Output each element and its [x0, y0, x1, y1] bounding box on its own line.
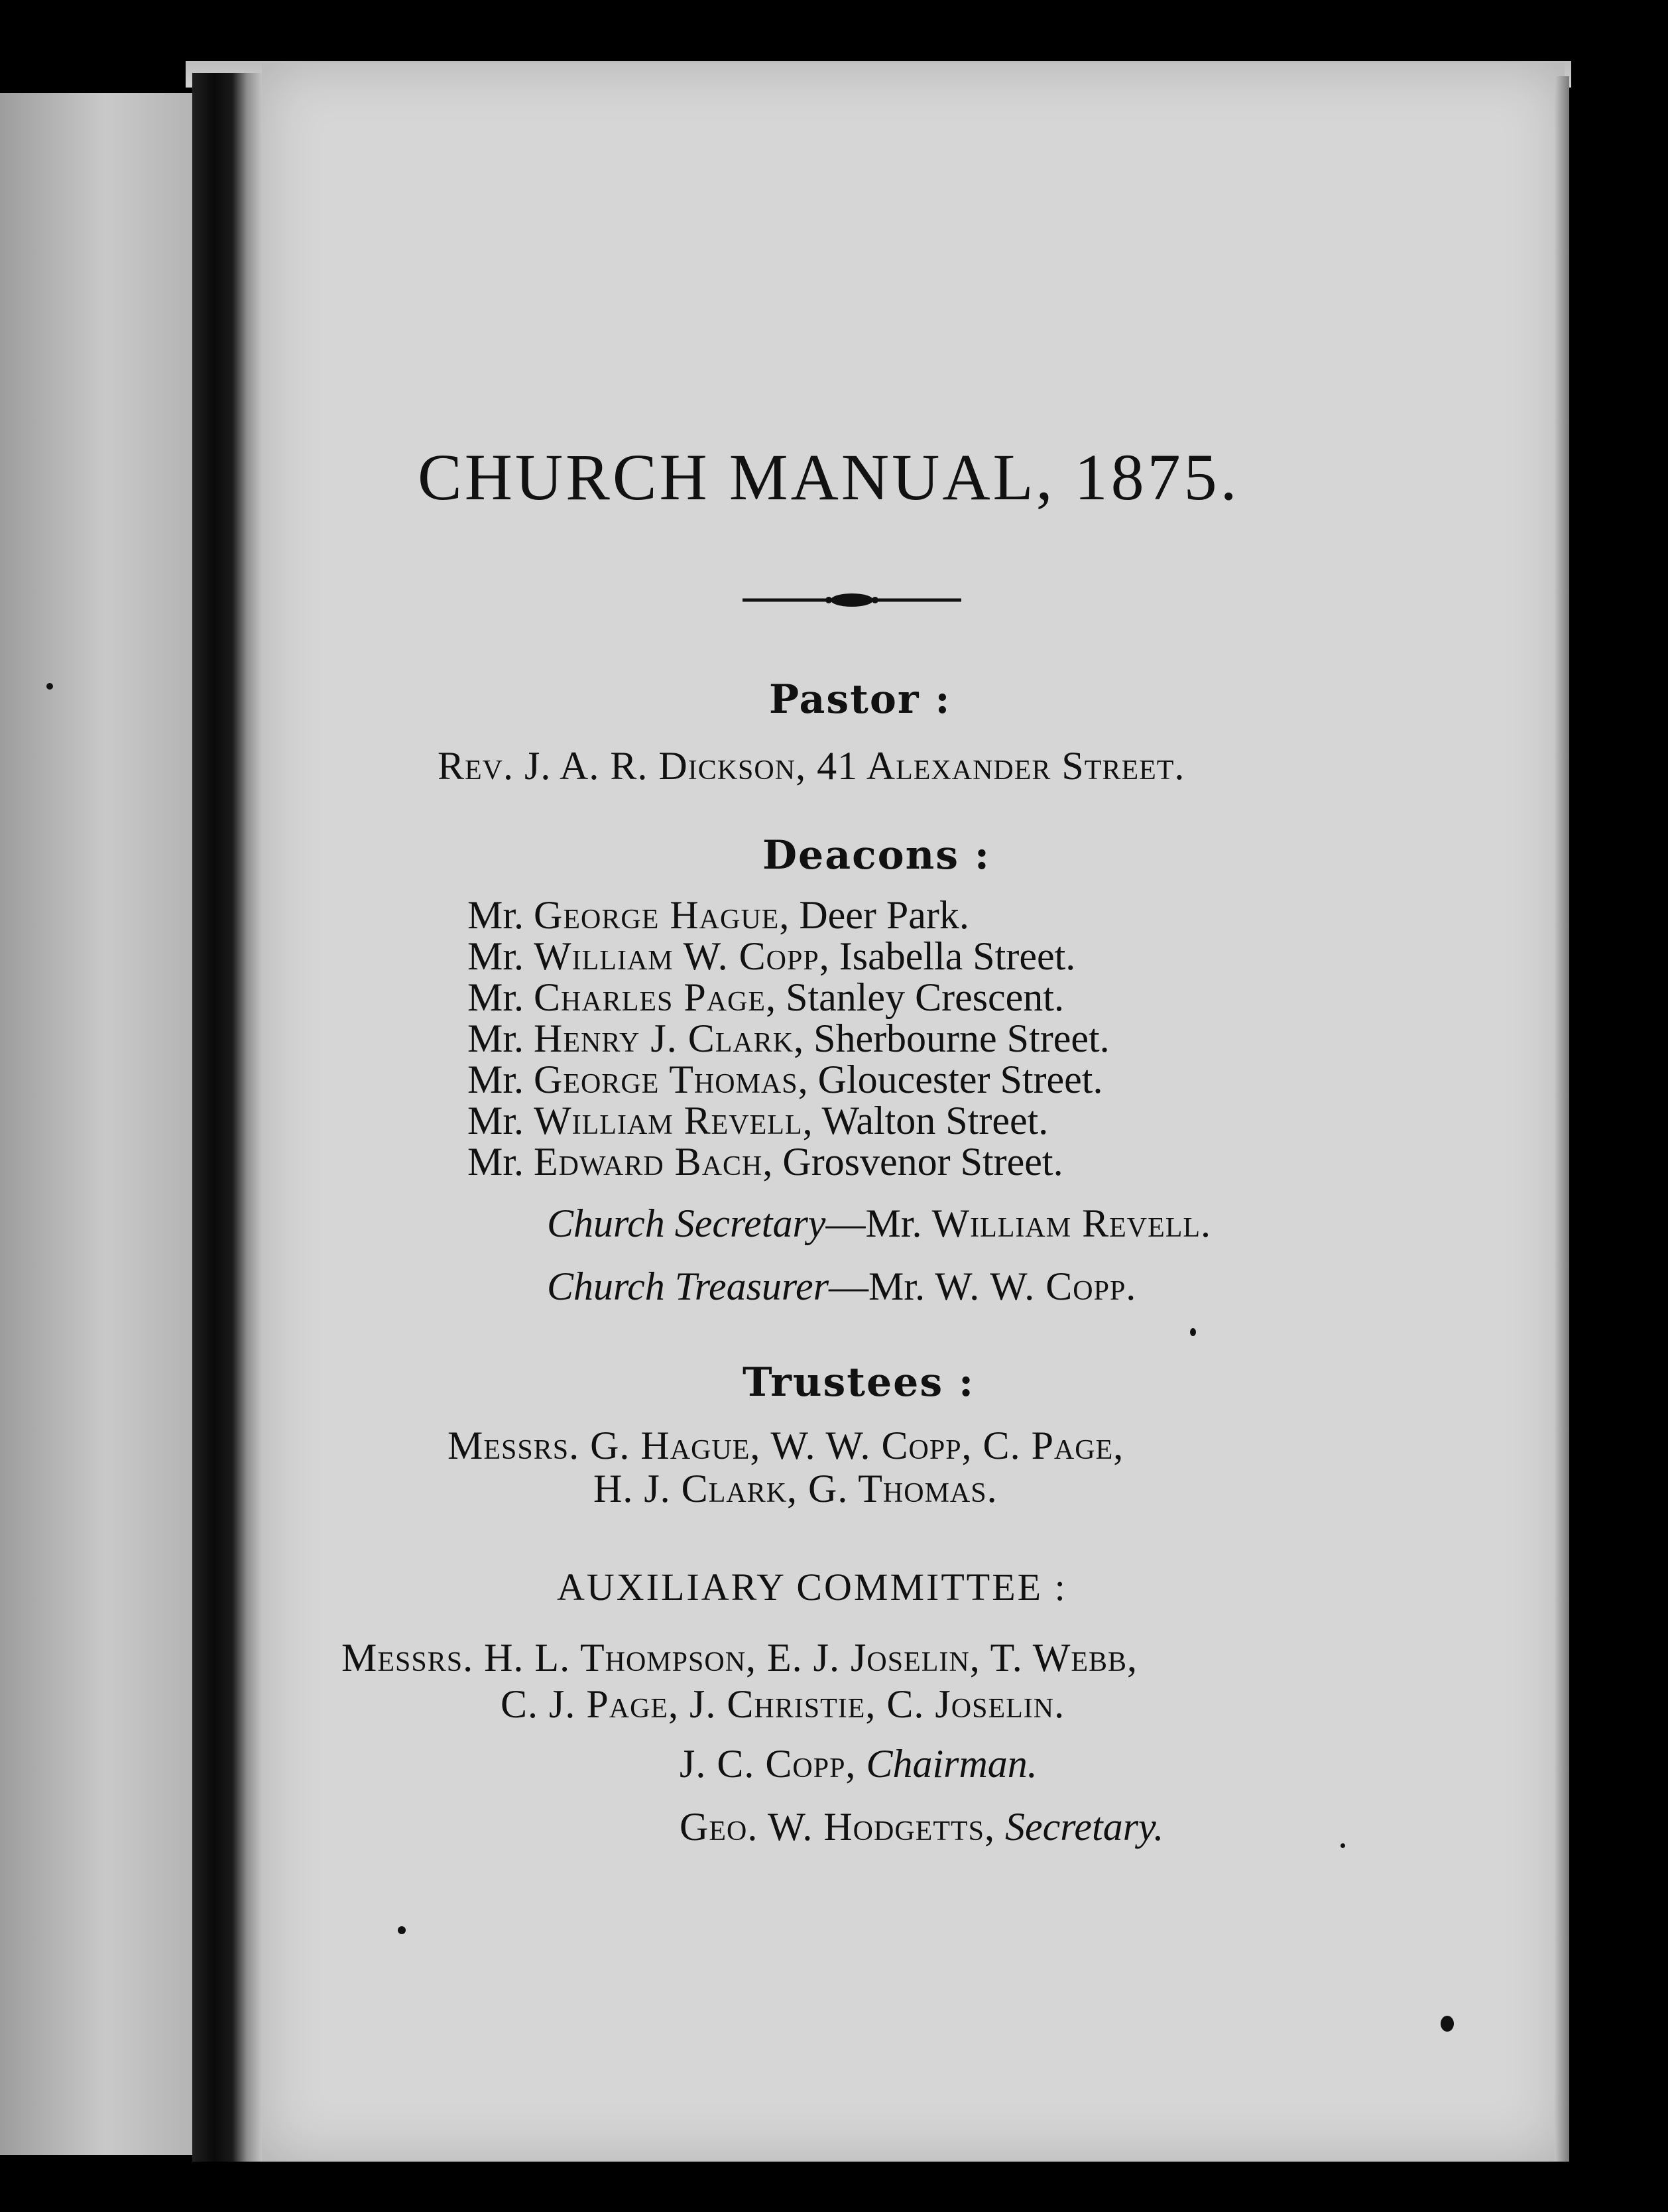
deacon-row — [467, 936, 1075, 976]
title-text: CHURCH MANUAL, — [418, 440, 1055, 514]
deacon-prefix: Mr. — [467, 893, 524, 937]
chairman-role: Chairman. — [866, 1742, 1038, 1786]
treasurer-sep: —Mr. — [829, 1264, 935, 1308]
church-secretary-line — [547, 1203, 1211, 1243]
deacon-address: , Gloucester Street. — [798, 1058, 1103, 1101]
deacon-prefix: Mr. — [467, 934, 524, 978]
deacon-prefix: Mr. — [467, 1140, 524, 1184]
pastor-line: Rev. J. A. R. Dickson, 41 Alexander Street. — [438, 744, 1185, 788]
deacon-name: Henry J. Clark — [534, 1016, 794, 1060]
dust-speck — [1340, 1843, 1345, 1848]
auxiliary-line-1: Messrs. H. L. Thompson, E. J. Joselin, T. Webb, — [341, 1636, 1138, 1680]
deacon-row — [467, 1060, 1102, 1099]
chairman-name: J. C. Copp, — [680, 1742, 857, 1786]
dust-speck — [398, 1926, 406, 1934]
auxiliary-secretary-line — [680, 1807, 1163, 1847]
deacon-row — [467, 977, 1064, 1017]
treasurer-name: W. W. Copp. — [935, 1264, 1137, 1308]
church-treasurer-line — [547, 1266, 1136, 1306]
deacon-name: Edward Bach — [534, 1140, 763, 1184]
deacon-row — [467, 1101, 1048, 1140]
trustees-line-1: Messrs. G. Hague, W. W. Copp, C. Page, — [447, 1424, 1124, 1467]
dust-speck — [1190, 1328, 1196, 1336]
auxiliary-chairman-line — [680, 1744, 1038, 1784]
deacon-prefix: Mr. — [467, 1058, 524, 1101]
page-title — [418, 440, 1240, 514]
deacon-prefix: Mr. — [467, 975, 524, 1019]
deacons-heading: Deacons : — [762, 832, 991, 879]
title-year: 1875. — [1074, 440, 1240, 514]
page-right-edge — [1555, 76, 1569, 2162]
deacon-row — [467, 1018, 1110, 1058]
deacon-address: , Sherbourne Street. — [794, 1016, 1110, 1060]
deacon-row — [467, 895, 969, 935]
trustees-heading: Trustees : — [743, 1359, 975, 1406]
facing-page — [0, 93, 192, 2155]
secretary-name: William Revell. — [931, 1201, 1212, 1245]
aux-secretary-role: Secretary. — [1005, 1805, 1164, 1849]
dust-speck — [46, 683, 53, 690]
binding-gutter — [192, 73, 265, 2162]
deacon-name: William W. Copp — [534, 934, 819, 978]
secretary-role: Church Secretary — [547, 1201, 826, 1245]
secretary-sep: —Mr. — [825, 1201, 932, 1245]
dust-speck — [1441, 2016, 1454, 2032]
pastor-heading: Pastor : — [769, 676, 951, 723]
deacon-address: , Walton Street. — [802, 1099, 1049, 1142]
auxiliary-line-2: C. J. Page, J. Christie, C. Joselin. — [501, 1682, 1065, 1726]
deacon-prefix: Mr. — [467, 1016, 524, 1060]
deacon-address: , Stanley Crescent. — [766, 975, 1064, 1019]
deacon-address: , Isabella Street. — [819, 934, 1076, 978]
deacon-name: Charles Page — [534, 975, 766, 1019]
divider-ornament — [743, 587, 961, 613]
deacon-row — [467, 1142, 1063, 1182]
deacon-prefix: Mr. — [467, 1099, 524, 1142]
auxiliary-heading: AUXILIARY COMMITTEE : — [557, 1566, 1067, 1609]
deacon-address: , Deer Park. — [779, 893, 969, 937]
aux-secretary-name: Geo. W. Hodgetts, — [680, 1805, 996, 1849]
deacon-address: , Grosvenor Street. — [762, 1140, 1063, 1184]
treasurer-role: Church Treasurer — [547, 1264, 829, 1308]
deacon-name: William Revell — [534, 1099, 803, 1142]
trustees-line-2: H. J. Clark, G. Thomas. — [593, 1467, 998, 1510]
deacon-name: George Hague — [534, 893, 780, 937]
deacon-name: George Thomas — [534, 1058, 798, 1101]
